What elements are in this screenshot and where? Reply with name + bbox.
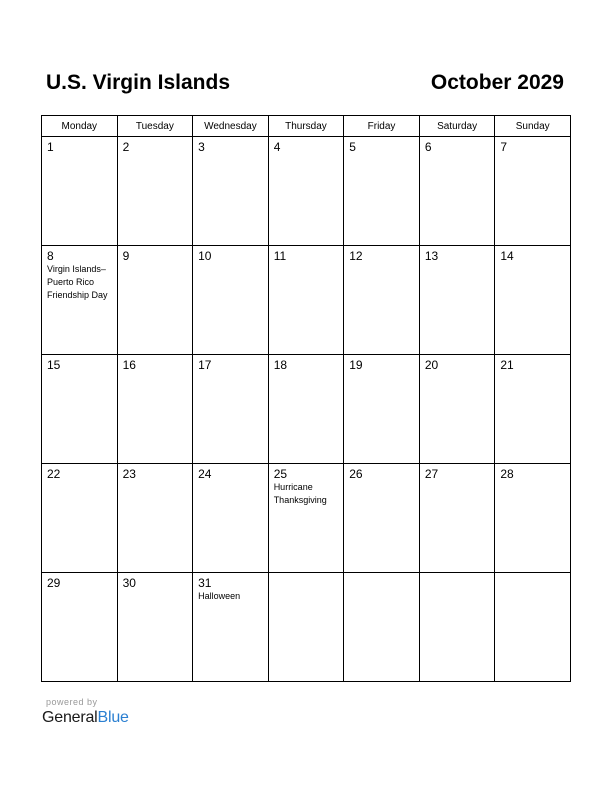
day-number: 2 — [122, 140, 130, 154]
brand-blue-text: Blue — [97, 709, 129, 726]
day-cell — [419, 137, 495, 246]
day-number: 29 — [47, 576, 61, 590]
day-number: 14 — [500, 249, 514, 263]
day-number: 26 — [349, 467, 363, 481]
day-cell — [419, 573, 495, 682]
day-cell — [193, 464, 269, 573]
day-cell — [268, 573, 344, 682]
day-cell — [344, 355, 420, 464]
day-number: 23 — [122, 467, 136, 481]
week-row — [42, 137, 571, 246]
calendar-grid — [41, 115, 571, 682]
weekday-header: Wednesday — [193, 116, 269, 137]
day-cell — [117, 137, 193, 246]
day-number: 22 — [47, 467, 61, 481]
region-title: U.S. Virgin Islands — [46, 71, 230, 94]
day-cell — [495, 246, 571, 355]
weekday-header: Monday — [42, 116, 118, 137]
day-number: 9 — [122, 249, 130, 263]
day-number: 19 — [349, 358, 363, 372]
day-cell — [42, 246, 118, 355]
day-cell — [117, 573, 193, 682]
day-number: 20 — [424, 358, 439, 372]
holiday-label: Hurricane Thanksgiving — [273, 482, 327, 505]
day-cell — [419, 355, 495, 464]
month-year-title: October 2029 — [430, 71, 564, 94]
day-number: 13 — [424, 249, 439, 263]
week-row — [42, 573, 571, 682]
day-cell — [268, 137, 344, 246]
day-number: 24 — [198, 467, 212, 481]
day-cell — [495, 355, 571, 464]
weekday-header: Thursday — [268, 116, 344, 137]
day-number: 17 — [198, 358, 212, 372]
day-number: 15 — [47, 358, 61, 372]
day-cell — [42, 573, 118, 682]
day-number: 16 — [122, 358, 136, 372]
day-cell — [344, 137, 420, 246]
day-cell — [419, 246, 495, 355]
weekday-header-row — [42, 116, 571, 137]
day-number: 12 — [349, 249, 363, 263]
day-number: 30 — [122, 576, 136, 590]
day-cell — [117, 355, 193, 464]
holiday-label: Halloween — [198, 591, 241, 601]
day-number: 31 — [198, 576, 212, 590]
weekday-header: Sunday — [495, 116, 571, 137]
day-number: 8 — [47, 249, 54, 263]
day-cell — [42, 137, 118, 246]
day-cell — [344, 573, 420, 682]
day-cell — [268, 355, 344, 464]
weekday-header: Tuesday — [117, 116, 193, 137]
brand-general-text: General — [42, 709, 98, 726]
day-number: 27 — [424, 467, 439, 481]
week-row — [42, 464, 571, 573]
day-cell — [495, 573, 571, 682]
day-number: 1 — [47, 140, 54, 154]
day-number: 11 — [273, 249, 287, 263]
weekday-header: Saturday — [419, 116, 495, 137]
day-number: 3 — [198, 140, 205, 154]
day-cell — [117, 246, 193, 355]
day-cell — [495, 464, 571, 573]
day-cell — [495, 137, 571, 246]
day-number: 6 — [424, 140, 432, 154]
week-row — [42, 355, 571, 464]
day-number: 21 — [500, 358, 514, 372]
day-number: 10 — [198, 249, 212, 263]
day-cell — [268, 464, 344, 573]
day-cell — [193, 246, 269, 355]
day-number: 5 — [349, 140, 356, 154]
day-cell — [344, 246, 420, 355]
holiday-label: Virgin Islands–Puerto Rico Friendship Day — [47, 264, 108, 300]
day-cell — [193, 573, 269, 682]
day-cell — [268, 246, 344, 355]
week-row — [42, 246, 571, 355]
day-number: 28 — [500, 467, 514, 481]
day-number: 4 — [273, 140, 281, 154]
day-number: 7 — [500, 140, 508, 154]
generalblue-logo[interactable] — [42, 709, 129, 727]
weekday-header: Friday — [344, 116, 420, 137]
powered-by-label: powered by — [46, 697, 98, 707]
day-number: 18 — [273, 358, 288, 372]
day-number: 25 — [273, 467, 288, 481]
day-cell — [419, 464, 495, 573]
day-cell — [117, 464, 193, 573]
day-cell — [42, 355, 118, 464]
day-cell — [193, 137, 269, 246]
day-cell — [344, 464, 420, 573]
day-cell — [42, 464, 118, 573]
day-cell — [193, 355, 269, 464]
